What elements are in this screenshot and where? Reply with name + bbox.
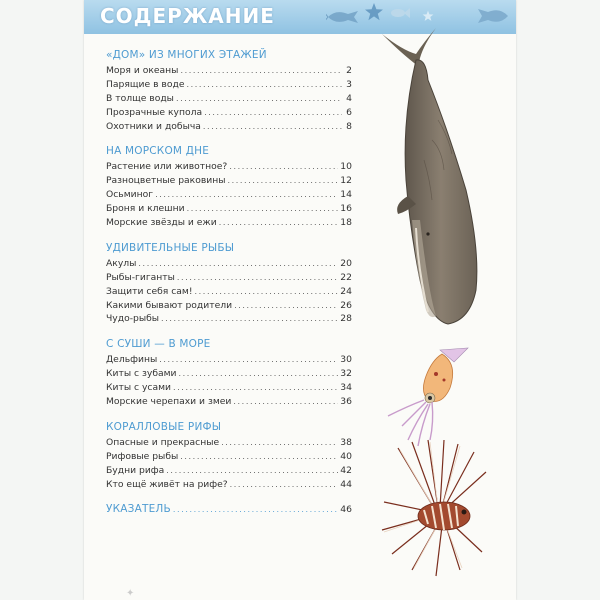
toc-entry[interactable] bbox=[106, 106, 352, 120]
toc-section bbox=[106, 337, 352, 409]
toc-section bbox=[106, 48, 352, 133]
page-number: 16 bbox=[340, 203, 352, 215]
page-number: 38 bbox=[340, 436, 352, 448]
dot-leader bbox=[230, 478, 339, 492]
dot-leader bbox=[234, 299, 338, 313]
squid-icon bbox=[326, 6, 360, 28]
entry-label: Рифовые рыбы bbox=[106, 450, 179, 462]
page-number: 34 bbox=[340, 382, 352, 394]
toc-entry[interactable] bbox=[106, 257, 352, 271]
page-number: 10 bbox=[340, 161, 352, 173]
page-number: 28 bbox=[340, 313, 352, 325]
entry-label: Морские черепахи и змеи bbox=[106, 396, 232, 408]
toc-entry[interactable] bbox=[106, 188, 352, 202]
dot-leader bbox=[186, 78, 342, 92]
entry-label: Броня и клешни bbox=[106, 203, 185, 215]
entry-label: Моря и океаны bbox=[106, 65, 179, 76]
toc-entry[interactable] bbox=[106, 299, 352, 313]
dot-leader bbox=[233, 395, 338, 409]
entry-label: Растение или животное? bbox=[106, 161, 228, 173]
section-title: УДИВИТЕЛЬНЫЕ РЫБЫ bbox=[106, 241, 235, 254]
dot-leader bbox=[204, 106, 342, 120]
dot-leader bbox=[177, 271, 338, 285]
entry-label: Осьминог bbox=[106, 189, 154, 201]
sperm-whale-illustration bbox=[372, 20, 492, 330]
toc-section bbox=[106, 144, 352, 229]
dot-leader bbox=[180, 450, 338, 464]
toc-entry[interactable] bbox=[106, 174, 352, 188]
entry-label: Акулы bbox=[106, 257, 137, 269]
index-title: УКАЗАТЕЛЬ bbox=[106, 503, 171, 516]
dot-leader bbox=[203, 120, 342, 134]
toc-entry[interactable] bbox=[106, 92, 352, 106]
page-number: 8 bbox=[346, 120, 352, 132]
dot-leader bbox=[179, 367, 339, 381]
page-title: СОДЕРЖАНИЕ bbox=[100, 4, 275, 28]
page-number: 22 bbox=[340, 271, 352, 283]
page-number: 36 bbox=[340, 396, 352, 408]
entry-label: Будни рифа bbox=[106, 464, 165, 476]
dot-leader bbox=[195, 285, 339, 299]
dot-leader bbox=[173, 381, 338, 395]
toc-entry[interactable] bbox=[106, 64, 352, 78]
squid-illustration bbox=[378, 340, 478, 450]
dot-leader bbox=[138, 257, 338, 271]
page-number: 40 bbox=[340, 450, 352, 462]
entry-label: Охотники и добыча bbox=[106, 120, 201, 132]
toc-entry[interactable] bbox=[106, 367, 352, 381]
dot-leader bbox=[173, 505, 338, 514]
section-title: «ДОМ» ИЗ МНОГИХ ЭТАЖЕЙ bbox=[106, 49, 267, 61]
entry-label: Прозрачные купола bbox=[106, 106, 203, 118]
toc-entry[interactable] bbox=[106, 202, 352, 216]
dot-leader bbox=[155, 188, 338, 202]
entry-label: Защити себя сам! bbox=[106, 285, 193, 297]
dot-leader bbox=[176, 92, 342, 106]
entry-label: Рыбы-гиганты bbox=[106, 271, 175, 283]
table-of-contents bbox=[106, 48, 352, 516]
toc-entry[interactable] bbox=[106, 353, 352, 367]
dot-leader bbox=[229, 160, 338, 174]
page-number: 3 bbox=[346, 78, 352, 90]
page-number: 6 bbox=[346, 106, 352, 118]
page-number: 30 bbox=[340, 354, 352, 366]
toc-index-entry[interactable] bbox=[106, 502, 352, 516]
section-title: КОРАЛЛОВЫЕ РИФЫ bbox=[106, 420, 222, 433]
page-number: 44 bbox=[340, 478, 352, 490]
page-number: 26 bbox=[340, 299, 352, 311]
toc-entry[interactable] bbox=[106, 78, 352, 92]
toc-entry[interactable] bbox=[106, 160, 352, 174]
page-number: 42 bbox=[340, 464, 352, 476]
page-number: 46 bbox=[340, 504, 352, 516]
entry-label: Какими бывают родители bbox=[106, 299, 233, 311]
toc-entry[interactable] bbox=[106, 436, 352, 450]
toc-entry[interactable] bbox=[106, 450, 352, 464]
page-number: 12 bbox=[340, 175, 352, 187]
toc-entry[interactable] bbox=[106, 120, 352, 134]
entry-label: Чудо-рыбы bbox=[106, 313, 160, 325]
entry-label: Парящие в воде bbox=[106, 78, 185, 90]
entry-label: Опасные и прекрасные bbox=[106, 436, 220, 448]
dot-leader bbox=[180, 64, 342, 78]
dot-leader bbox=[166, 464, 338, 478]
entry-label: В толще воды bbox=[106, 92, 174, 104]
dot-leader bbox=[187, 202, 339, 216]
toc-entry[interactable] bbox=[106, 478, 352, 492]
lionfish-illustration bbox=[378, 438, 494, 578]
dot-leader bbox=[159, 353, 338, 367]
page-number: 18 bbox=[340, 217, 352, 229]
dot-leader bbox=[227, 174, 338, 188]
toc-entry[interactable] bbox=[106, 395, 352, 409]
toc-entry[interactable] bbox=[106, 312, 352, 326]
dot-leader bbox=[221, 436, 338, 450]
entry-label: Разноцветные раковины bbox=[106, 175, 226, 187]
fish-icon bbox=[390, 6, 410, 20]
decorative-star: ✦ bbox=[126, 588, 135, 599]
page-number: 2 bbox=[346, 65, 352, 76]
toc-section bbox=[106, 420, 352, 492]
page-number: 4 bbox=[346, 92, 352, 104]
entry-label: Морские звёзды и ежи bbox=[106, 217, 217, 229]
starfish-icon bbox=[364, 2, 384, 22]
toc-entry[interactable] bbox=[106, 216, 352, 230]
entry-label: Дельфины bbox=[106, 354, 158, 366]
section-title: НА МОРСКОМ ДНЕ bbox=[106, 145, 210, 158]
toc-entry[interactable] bbox=[106, 464, 352, 478]
toc-entry[interactable] bbox=[106, 381, 352, 395]
page-number: 14 bbox=[340, 189, 352, 201]
page-number: 24 bbox=[340, 285, 352, 297]
entry-label: Кто ещё живёт на рифе? bbox=[106, 478, 228, 490]
page-number: 32 bbox=[340, 368, 352, 380]
dot-leader bbox=[161, 312, 338, 326]
toc-section bbox=[106, 241, 352, 326]
toc-entry[interactable] bbox=[106, 271, 352, 285]
page-number: 20 bbox=[340, 257, 352, 269]
entry-label: Киты с зубами bbox=[106, 368, 177, 380]
entry-label: Киты с усами bbox=[106, 382, 172, 394]
toc-entry[interactable] bbox=[106, 285, 352, 299]
section-title: С СУШИ — В МОРЕ bbox=[106, 338, 211, 351]
dot-leader bbox=[219, 216, 339, 230]
